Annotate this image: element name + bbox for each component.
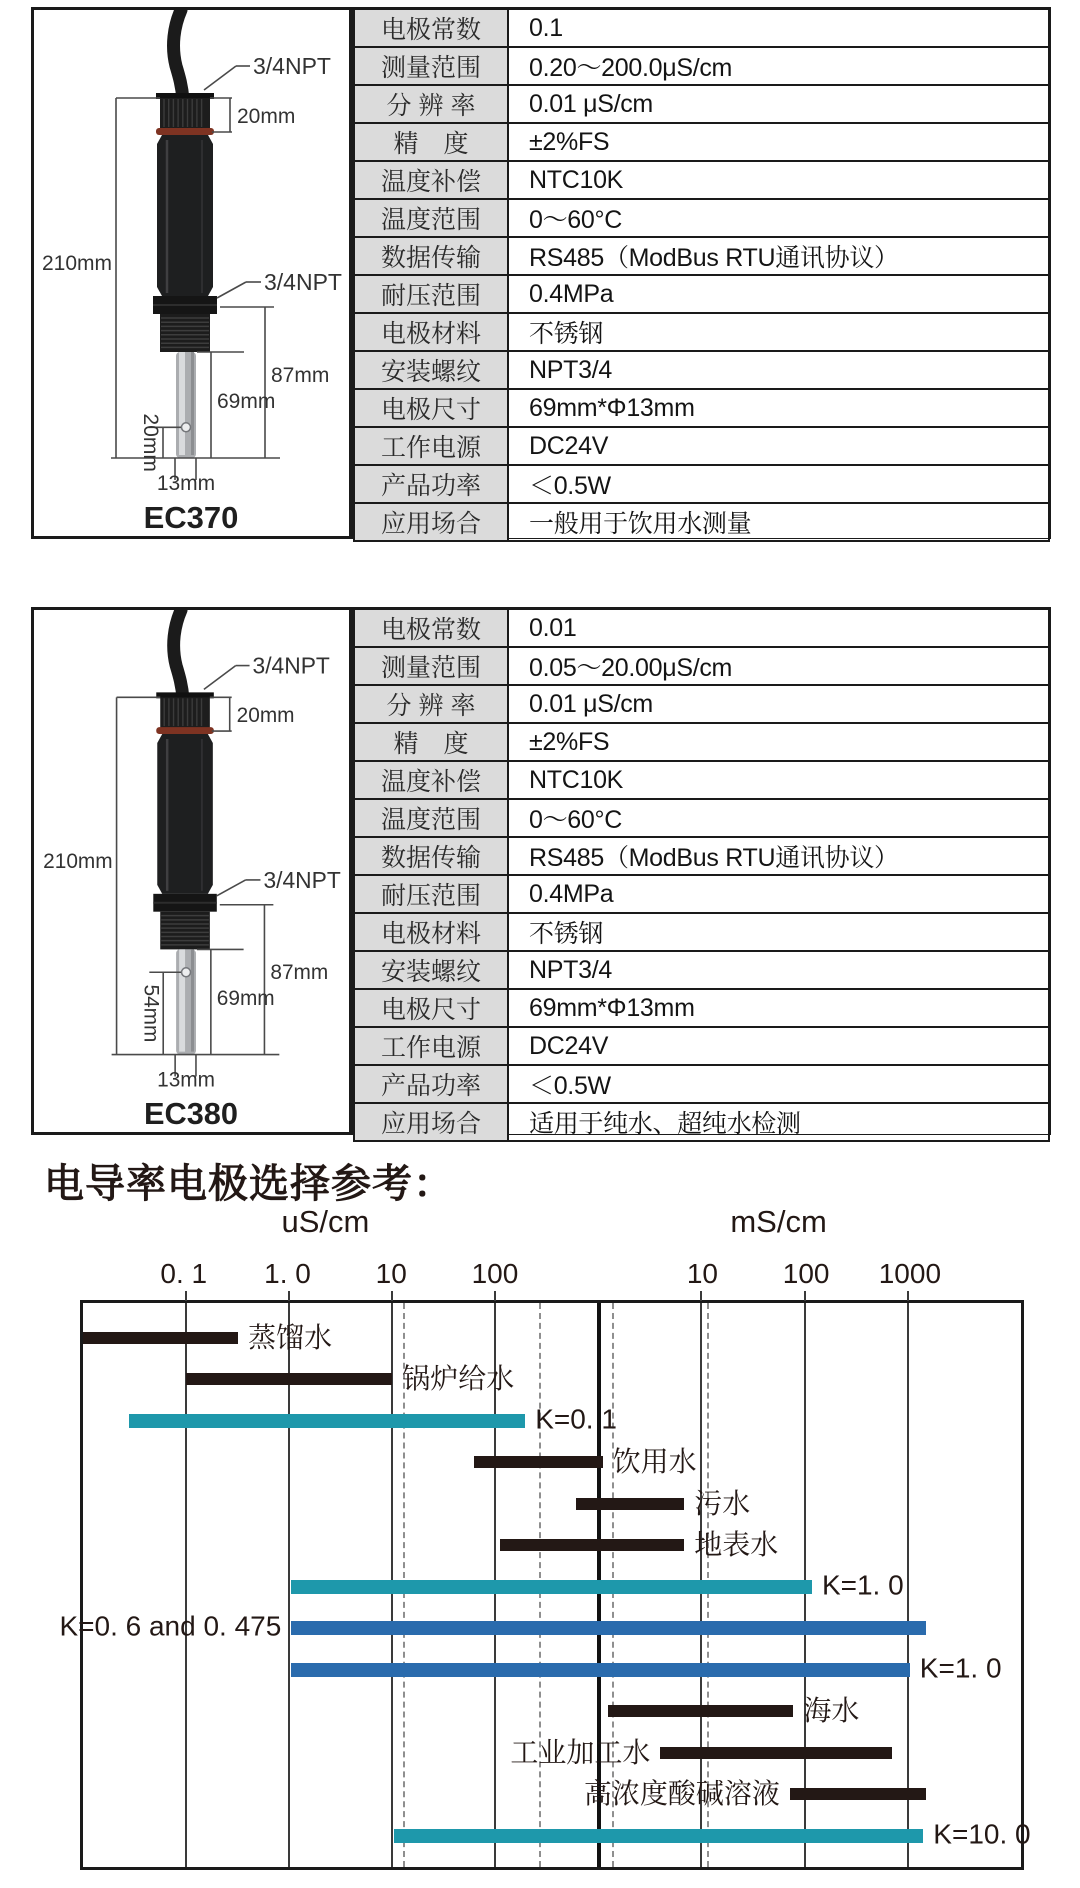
spec-value: 69mm*Φ13mm <box>508 389 1049 427</box>
dim-label-npt-top: 3/4NPT <box>252 652 330 679</box>
conductivity-range-chart <box>59 1300 1031 1870</box>
spec-label: 电极材料 <box>354 913 508 951</box>
range-bar <box>500 1539 685 1551</box>
bar-label: K=0. 1 <box>535 1403 617 1435</box>
spec-label: 温度补偿 <box>354 761 508 799</box>
spec-label: 温度补偿 <box>354 161 508 199</box>
probe-hole <box>182 423 191 432</box>
dim-label-npt-top: 3/4NPT <box>253 53 331 79</box>
dim-label-probe-exposed: 69mm <box>216 986 275 1010</box>
axis-tick-label: 100 <box>782 1258 830 1289</box>
leader-npt-bottom <box>217 880 246 896</box>
dim-label-total-length: 210mm <box>41 252 112 275</box>
spec-value: ±2%FS <box>508 123 1049 161</box>
dim-label-cap-height: 20mm <box>236 704 295 728</box>
spec-label: 耐压范围 <box>354 275 508 313</box>
spec-table <box>353 8 1050 542</box>
chart-title: 电导率电极选择参考： <box>44 1162 454 1206</box>
sensor-range-bar <box>291 1580 812 1594</box>
chart-row <box>83 1483 1021 1525</box>
bar-label: K=0. 6 and 0. 475 <box>59 1610 282 1642</box>
bar-label: 锅炉给水 <box>402 1363 515 1395</box>
sensor-range-bar <box>291 1663 909 1677</box>
bar-label: K=1. 0 <box>821 1569 904 1601</box>
spec-label: 测量范围 <box>354 47 508 85</box>
spec-row <box>354 389 1049 427</box>
spec-value: 0.20～200.0μS/cm <box>508 47 1049 85</box>
spec-row <box>354 313 1049 351</box>
axis-tick-mark <box>391 1291 393 1301</box>
spec-label: 电极尺寸 <box>354 389 508 427</box>
spec-row <box>354 85 1049 123</box>
leader-npt-top <box>204 666 236 690</box>
spec-label: 精 度 <box>354 123 508 161</box>
spec-label: 电极常数 <box>354 9 508 47</box>
axis-tick-label: 1000 <box>878 1258 942 1289</box>
chart-row <box>83 1317 1021 1359</box>
axis-tick-label: 0. 1 <box>160 1258 208 1289</box>
spec-row <box>354 503 1049 541</box>
cap-thread <box>160 697 210 728</box>
spec-row <box>354 1065 1049 1103</box>
spec-label: 应用场合 <box>354 1103 508 1141</box>
chart-row <box>59 1608 1021 1650</box>
spec-value: NTC10K <box>508 761 1049 799</box>
range-bar <box>660 1747 891 1759</box>
spec-row <box>354 875 1049 913</box>
dim-label-tip-to-hole: 20mm <box>139 413 162 472</box>
dim-label-total-length: 210mm <box>43 850 113 874</box>
spec-row <box>354 761 1049 799</box>
spec-value: NTC10K <box>508 161 1049 199</box>
dim-label-npt-bottom: 3/4NPT <box>263 866 341 893</box>
sensor-range-bar <box>291 1621 925 1635</box>
spec-label: 应用场合 <box>354 503 508 541</box>
spec-row <box>354 237 1049 275</box>
bar-label: 高浓度酸碱溶液 <box>583 1778 780 1810</box>
spec-value: 0.01 <box>508 609 1049 647</box>
spec-label: 产品功率 <box>354 465 508 503</box>
spec-row <box>354 47 1049 85</box>
spec-value: 0.01 μS/cm <box>508 685 1049 723</box>
spec-label: 工作电源 <box>354 427 508 465</box>
spec-label: 分 辨 率 <box>354 685 508 723</box>
bar-label: 海水 <box>803 1695 860 1727</box>
spec-label: 温度范围 <box>354 799 508 837</box>
device-diagram-ec370 <box>31 7 352 539</box>
spec-row <box>354 1103 1049 1141</box>
spec-value: 0.1 <box>508 9 1049 47</box>
bar-label: 地表水 <box>694 1529 779 1561</box>
sensor-range-bar <box>394 1829 923 1843</box>
cable <box>174 610 183 699</box>
spec-value: 0～60°C <box>508 799 1049 837</box>
axis-tick-mark <box>700 1291 702 1301</box>
chart-row <box>83 1525 1021 1567</box>
device-diagram-ec380 <box>31 607 352 1135</box>
dim-label-probe-diameter: 13mm <box>156 472 216 495</box>
bars-layer <box>59 1317 1031 1857</box>
bar-label: 饮用水 <box>612 1446 697 1478</box>
spec-label: 电极材料 <box>354 313 508 351</box>
spec-row <box>354 123 1049 161</box>
range-bar <box>474 1456 603 1468</box>
dim-label-probe-exposed: 69mm <box>217 390 276 413</box>
spec-row <box>354 951 1049 989</box>
electrode-illustration <box>34 10 349 536</box>
spec-row <box>354 609 1049 647</box>
spec-value: NPT3/4 <box>508 351 1049 389</box>
spec-row <box>354 427 1049 465</box>
dim-label-probe-total: 87mm <box>271 364 330 387</box>
spec-value: 0.01 μS/cm <box>508 85 1049 123</box>
spec-value: RS485（ModBus RTU通讯协议） <box>508 837 1049 875</box>
chart-row <box>83 1815 1031 1857</box>
chart-row <box>83 1691 1021 1733</box>
spec-value: ＜0.5W <box>508 465 1049 503</box>
spec-label: 数据传输 <box>354 837 508 875</box>
spec-label: 测量范围 <box>354 647 508 685</box>
spec-value: DC24V <box>508 427 1049 465</box>
bar-label: K=10. 0 <box>933 1818 1031 1850</box>
spec-table-ec370 <box>352 7 1051 539</box>
range-bar <box>790 1788 926 1800</box>
axis-tick-mark <box>494 1291 496 1301</box>
axis-unit-ms: mS/cm <box>730 1204 827 1239</box>
spec-value: 0.4MPa <box>508 275 1049 313</box>
chart-row <box>83 1649 1021 1691</box>
spec-label: 分 辨 率 <box>354 85 508 123</box>
spec-row <box>354 275 1049 313</box>
probe-highlight <box>179 949 185 1051</box>
spec-value: 不锈钢 <box>508 313 1049 351</box>
spec-value: NPT3/4 <box>508 951 1049 989</box>
spec-label: 安装螺纹 <box>354 951 508 989</box>
bar-label: K=1. 0 <box>919 1652 1002 1684</box>
axis-tick-row <box>80 1250 1024 1292</box>
spec-value: 0.4MPa <box>508 875 1049 913</box>
spec-row <box>354 647 1049 685</box>
axis-unit-row <box>80 1204 1024 1246</box>
spec-label: 精 度 <box>354 723 508 761</box>
spec-label: 电极常数 <box>354 609 508 647</box>
spec-value: 不锈钢 <box>508 913 1049 951</box>
dim-label-npt-bottom: 3/4NPT <box>264 269 342 295</box>
model-label: EC370 <box>143 500 239 535</box>
cap-thread <box>160 98 210 129</box>
spec-table-ec380 <box>352 607 1051 1138</box>
dim-label-probe-total: 87mm <box>270 961 329 985</box>
spec-row <box>354 989 1049 1027</box>
spec-value: 0.05～20.00μS/cm <box>508 647 1049 685</box>
axis-tick-label: 100 <box>471 1258 519 1289</box>
axis-tick-mark <box>288 1291 290 1301</box>
spec-value: 0～60°C <box>508 199 1049 237</box>
spec-value: ＜0.5W <box>508 1065 1049 1103</box>
dim-label-cap-height: 20mm <box>237 105 296 128</box>
axis-tick-label: 10 <box>686 1258 718 1289</box>
axis-tick-mark <box>185 1291 187 1301</box>
chart-row <box>83 1442 1021 1484</box>
electrode-illustration <box>34 610 349 1132</box>
spec-label: 电极尺寸 <box>354 989 508 1027</box>
spec-value: RS485（ModBus RTU通讯协议） <box>508 237 1049 275</box>
hex-body <box>157 135 213 296</box>
spec-row <box>354 199 1049 237</box>
leader-npt-top <box>204 66 236 90</box>
lower-thread <box>160 314 210 352</box>
leader-npt-bottom <box>217 282 246 298</box>
o-ring <box>156 128 214 135</box>
chart-row <box>83 1732 1021 1774</box>
spec-label: 安装螺纹 <box>354 351 508 389</box>
spec-value: DC24V <box>508 1027 1049 1065</box>
spec-row <box>354 9 1049 47</box>
spec-row <box>354 723 1049 761</box>
chart-row <box>83 1359 1021 1401</box>
axis-tick-label: 10 <box>375 1258 407 1289</box>
probe-shadow <box>191 949 194 1051</box>
bar-label: 工业加工水 <box>510 1736 651 1768</box>
spec-label: 耐压范围 <box>354 875 508 913</box>
range-bar <box>83 1332 238 1344</box>
spec-row <box>354 685 1049 723</box>
hex-body <box>157 734 213 894</box>
probe-highlight <box>179 352 185 455</box>
cable <box>174 10 183 100</box>
spec-label: 数据传输 <box>354 237 508 275</box>
spec-row <box>354 1027 1049 1065</box>
lower-thread <box>160 912 210 950</box>
axis-unit-us: uS/cm <box>281 1204 370 1239</box>
range-bar <box>608 1705 793 1717</box>
spec-label: 工作电源 <box>354 1027 508 1065</box>
chart-row <box>83 1400 1021 1442</box>
spec-row <box>354 837 1049 875</box>
dim-label-tip-to-hole: 54mm <box>139 984 163 1043</box>
probe-shadow <box>191 352 194 455</box>
spec-row <box>354 351 1049 389</box>
range-bar <box>186 1373 392 1385</box>
spec-value: 一般用于饮用水测量 <box>508 503 1049 541</box>
axis-tick-label: 1. 0 <box>264 1258 311 1289</box>
spec-row <box>354 913 1049 951</box>
spec-row <box>354 799 1049 837</box>
spec-label: 温度范围 <box>354 199 508 237</box>
bar-label: 污水 <box>694 1487 751 1519</box>
spec-label: 产品功率 <box>354 1065 508 1103</box>
probe-hole <box>182 968 191 977</box>
range-bar <box>576 1498 685 1510</box>
axis-tick-mark <box>804 1291 806 1301</box>
chart-row <box>83 1774 1021 1816</box>
spec-value: ±2%FS <box>508 723 1049 761</box>
model-label: EC380 <box>143 1096 239 1132</box>
spec-value: 69mm*Φ13mm <box>508 989 1049 1027</box>
spec-row <box>354 465 1049 503</box>
o-ring <box>156 727 214 734</box>
spec-row <box>354 161 1049 199</box>
spec-value: 适用于纯水、超纯水检测 <box>508 1103 1049 1141</box>
bar-label: 蒸馏水 <box>248 1321 333 1353</box>
sensor-range-bar <box>129 1414 525 1428</box>
chart-row <box>83 1566 1021 1608</box>
spec-table <box>353 608 1050 1142</box>
dim-label-probe-diameter: 13mm <box>157 1068 215 1092</box>
axis-tick-mark <box>907 1291 909 1301</box>
